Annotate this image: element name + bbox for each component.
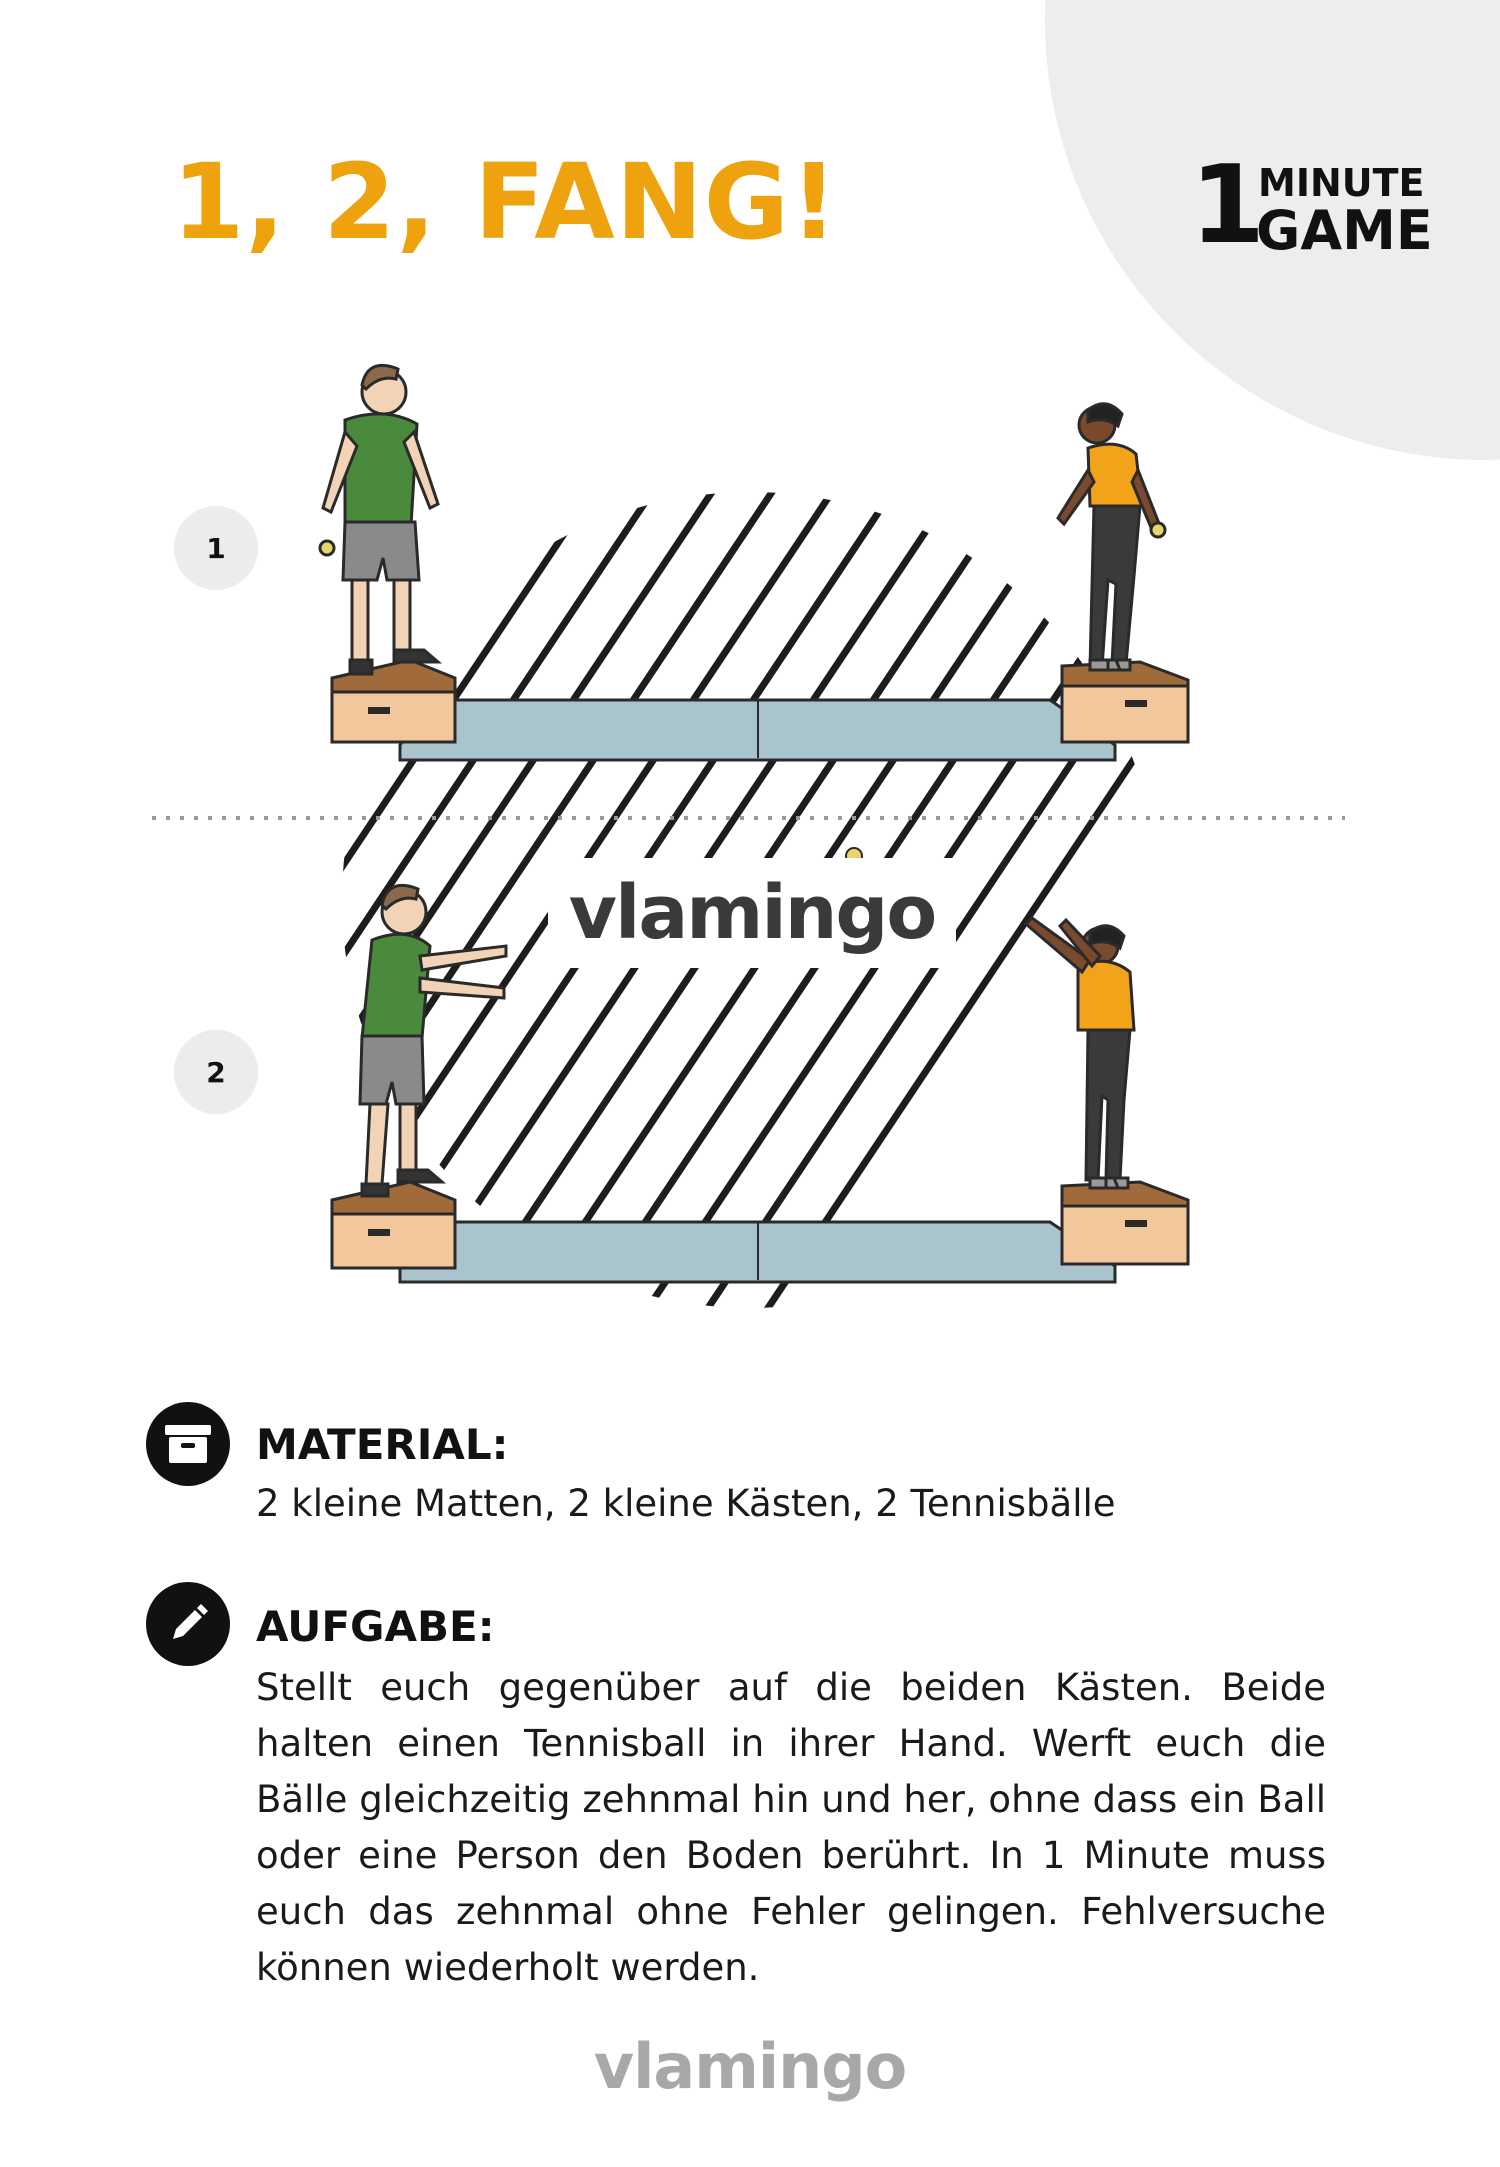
material-heading: MATERIAL:	[256, 1420, 509, 1469]
person-woman-2	[1026, 918, 1134, 1188]
person-woman-1	[1058, 404, 1165, 670]
person-man-2	[360, 885, 506, 1196]
badge-number: 1	[1190, 143, 1266, 268]
page-title: 1, 2, FANG!	[172, 141, 839, 263]
center-logo-text: vlamingo	[568, 870, 936, 956]
box-right-2	[1062, 1182, 1188, 1264]
task-text: Stellt euch gegenüber auf die beiden Kästen. Beide halten einen Tennisball in ihrer Hand. Werft euch die Bälle gleichzeitig zehnmal hin und her, ohne dass ein Ball oder eine Person den Boden berührt. In 1 Minute muss euch das zehnmal ohne Fehler gelingen. Fehlversuche können wiederholt werden.	[256, 1666, 1326, 1989]
footer-logo: vlamingo	[593, 2030, 907, 2103]
step-number-2: 2	[174, 1030, 258, 1114]
task-heading: AUFGABE:	[256, 1602, 495, 1651]
step-number-1: 1	[174, 506, 258, 590]
material-text: 2 kleine Matten, 2 kleine Kästen, 2 Tennisbälle	[256, 1482, 1116, 1525]
scene-1	[320, 365, 1188, 760]
pencil-icon	[146, 1582, 230, 1666]
badge-line2: GAME	[1256, 199, 1433, 262]
person-man-1	[320, 365, 438, 674]
box-left-2	[332, 1182, 455, 1268]
archive-box-icon	[146, 1402, 230, 1486]
box-right-1	[1062, 662, 1188, 742]
center-watermark-logo	[548, 858, 956, 968]
badge-line1: MINUTE	[1258, 161, 1425, 205]
